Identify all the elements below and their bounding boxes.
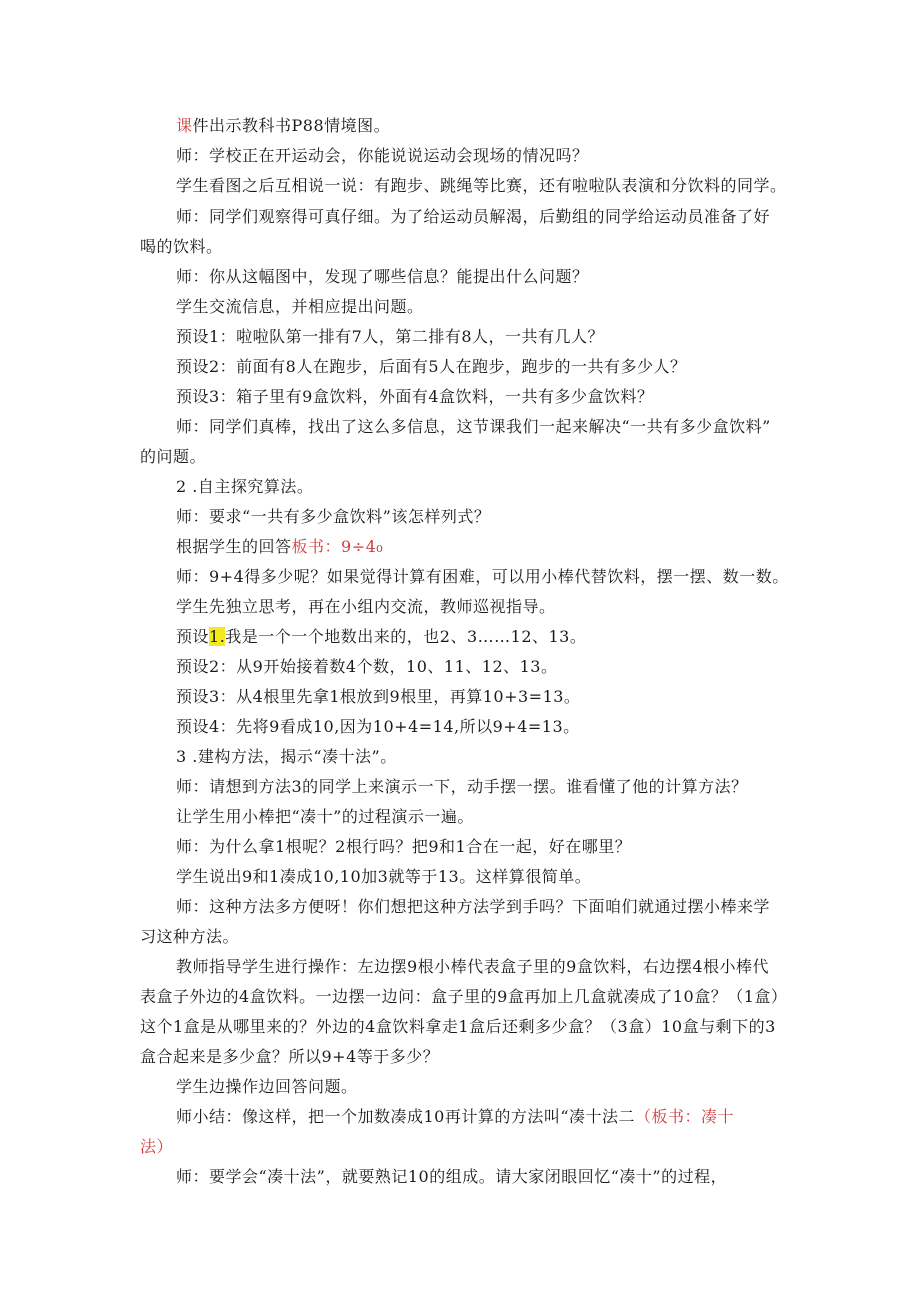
text-line: 预设4：先将9看成10,因为10+4=14,所以9+4=13。 [176, 717, 580, 736]
highlighted-text: 1. [209, 627, 226, 646]
text-line: 师：同学们观察得可真仔细。为了给运动员解渴，后勤组的同学给运动员准备了好 [176, 207, 771, 226]
text-line: 预设1：啦啦队第一排有7人，第二排有8人，一共有几人？ [176, 327, 605, 346]
text-line: 师小结：像这样，把一个加数凑成10再计算的方法叫“凑十法二（板书：凑十 [176, 1107, 735, 1126]
text-line: 预设3：箱子里有9盒饮料，外面有4盒饮料，一共有多少盒饮料？ [176, 387, 654, 406]
text-line: 师：为什么拿1根呢？2根行吗？把9和1合在一起，好在哪里？ [176, 837, 632, 856]
text-line [140, 1137, 173, 1157]
text-line: 习这种方法。 [140, 927, 240, 946]
text-line: 这个1盒是从哪里来的？外边的4盒饮料拿走1盒后还剩多少盒？（3盒）10盒与剩下的3 [140, 1017, 776, 1036]
text-line: 学生说出9和1凑成10,10加3就等于13。这样算很简单。 [176, 867, 592, 886]
text-line: 师：你从这幅图中，发现了哪些信息？能提出什么问题？ [176, 267, 589, 286]
red-text: （板书：凑十 [635, 1107, 735, 1126]
section-heading: 2 .自主探究算法。 [176, 477, 314, 496]
red-text: 法） [140, 1137, 174, 1156]
text-line: 的问题。 [140, 447, 207, 466]
text-line: 根据学生的回答板书：9÷4₀ [176, 537, 384, 556]
text-line: 师：学校正在开运动会，你能说说运动会现场的情况吗？ [176, 146, 589, 165]
text-line: 师：要求“一共有多少盒饮料”该怎样列式？ [176, 507, 491, 526]
text-line: 师：9+4得多少呢？如果觉得计算有困难，可以用小棒代替饮料，摆一摆、数一数。 [176, 567, 789, 586]
text-line: 师：要学会“凑十法”，就要熟记10的组成。请大家闭眼回忆“凑十”的过程， [176, 1167, 728, 1186]
text-line: 师：请想到方法3的同学上来演示一下，动手摆一摆。谁看懂了他的计算方法？ [176, 777, 748, 796]
text-line: 让学生用小棒把“凑十”的过程演示一遍。 [176, 807, 474, 826]
text-line: 学生边操作边回答问题。 [176, 1077, 358, 1096]
text-line: 学生先独立思考，再在小组内交流，教师巡视指导。 [176, 597, 556, 616]
text-line: 喝的饮料。 [140, 237, 223, 256]
red-text: 板书：9÷4₀ [291, 537, 384, 556]
text-line: 预设2：从9开始接着数4个数，10、11、12、13。 [176, 657, 558, 676]
text-line: 预设1.我是一个一个地数出来的，也2、3……12、13。 [176, 627, 587, 646]
text-line: 预设2：前面有8人在跑步，后面有5人在跑步，跑步的一共有多少人？ [176, 357, 687, 376]
text-line: 教师指导学生进行操作：左边摆9根小棒代表盒子里的9盒饮料，右边摆4根小棒代 [176, 957, 770, 976]
red-text: 课 [176, 116, 193, 135]
text-line: 师：这种方法多方便呀！你们想把这种方法学到手吗？下面咱们就通过摆小棒来学 [176, 897, 771, 916]
text-line: 学生交流信息，并相应提出问题。 [176, 297, 424, 316]
text-line: 学生看图之后互相说一说：有跑步、跳绳等比赛，还有啦啦队表演和分饮料的同学。 [176, 176, 787, 195]
section-heading: 3 .建构方法，揭示“凑十法”。 [176, 747, 397, 766]
text-line: 预设3：从4根里先拿1根放到9根里，再算10+3=13。 [176, 687, 581, 706]
text-line: 盒合起来是多少盒？所以9+4等于多少？ [140, 1047, 440, 1066]
text-line: 课件出示教科书P88情境图。 [176, 116, 391, 135]
text-line: 师：同学们真棒，找出了这么多信息，这节课我们一起来解决“一共有多少盒饮料” [176, 417, 771, 436]
text-line: 表盒子外边的4盒饮料。一边摆一边问：盒子里的9盒再加上几盒就凑成了10盒？（1盒） [140, 987, 788, 1006]
